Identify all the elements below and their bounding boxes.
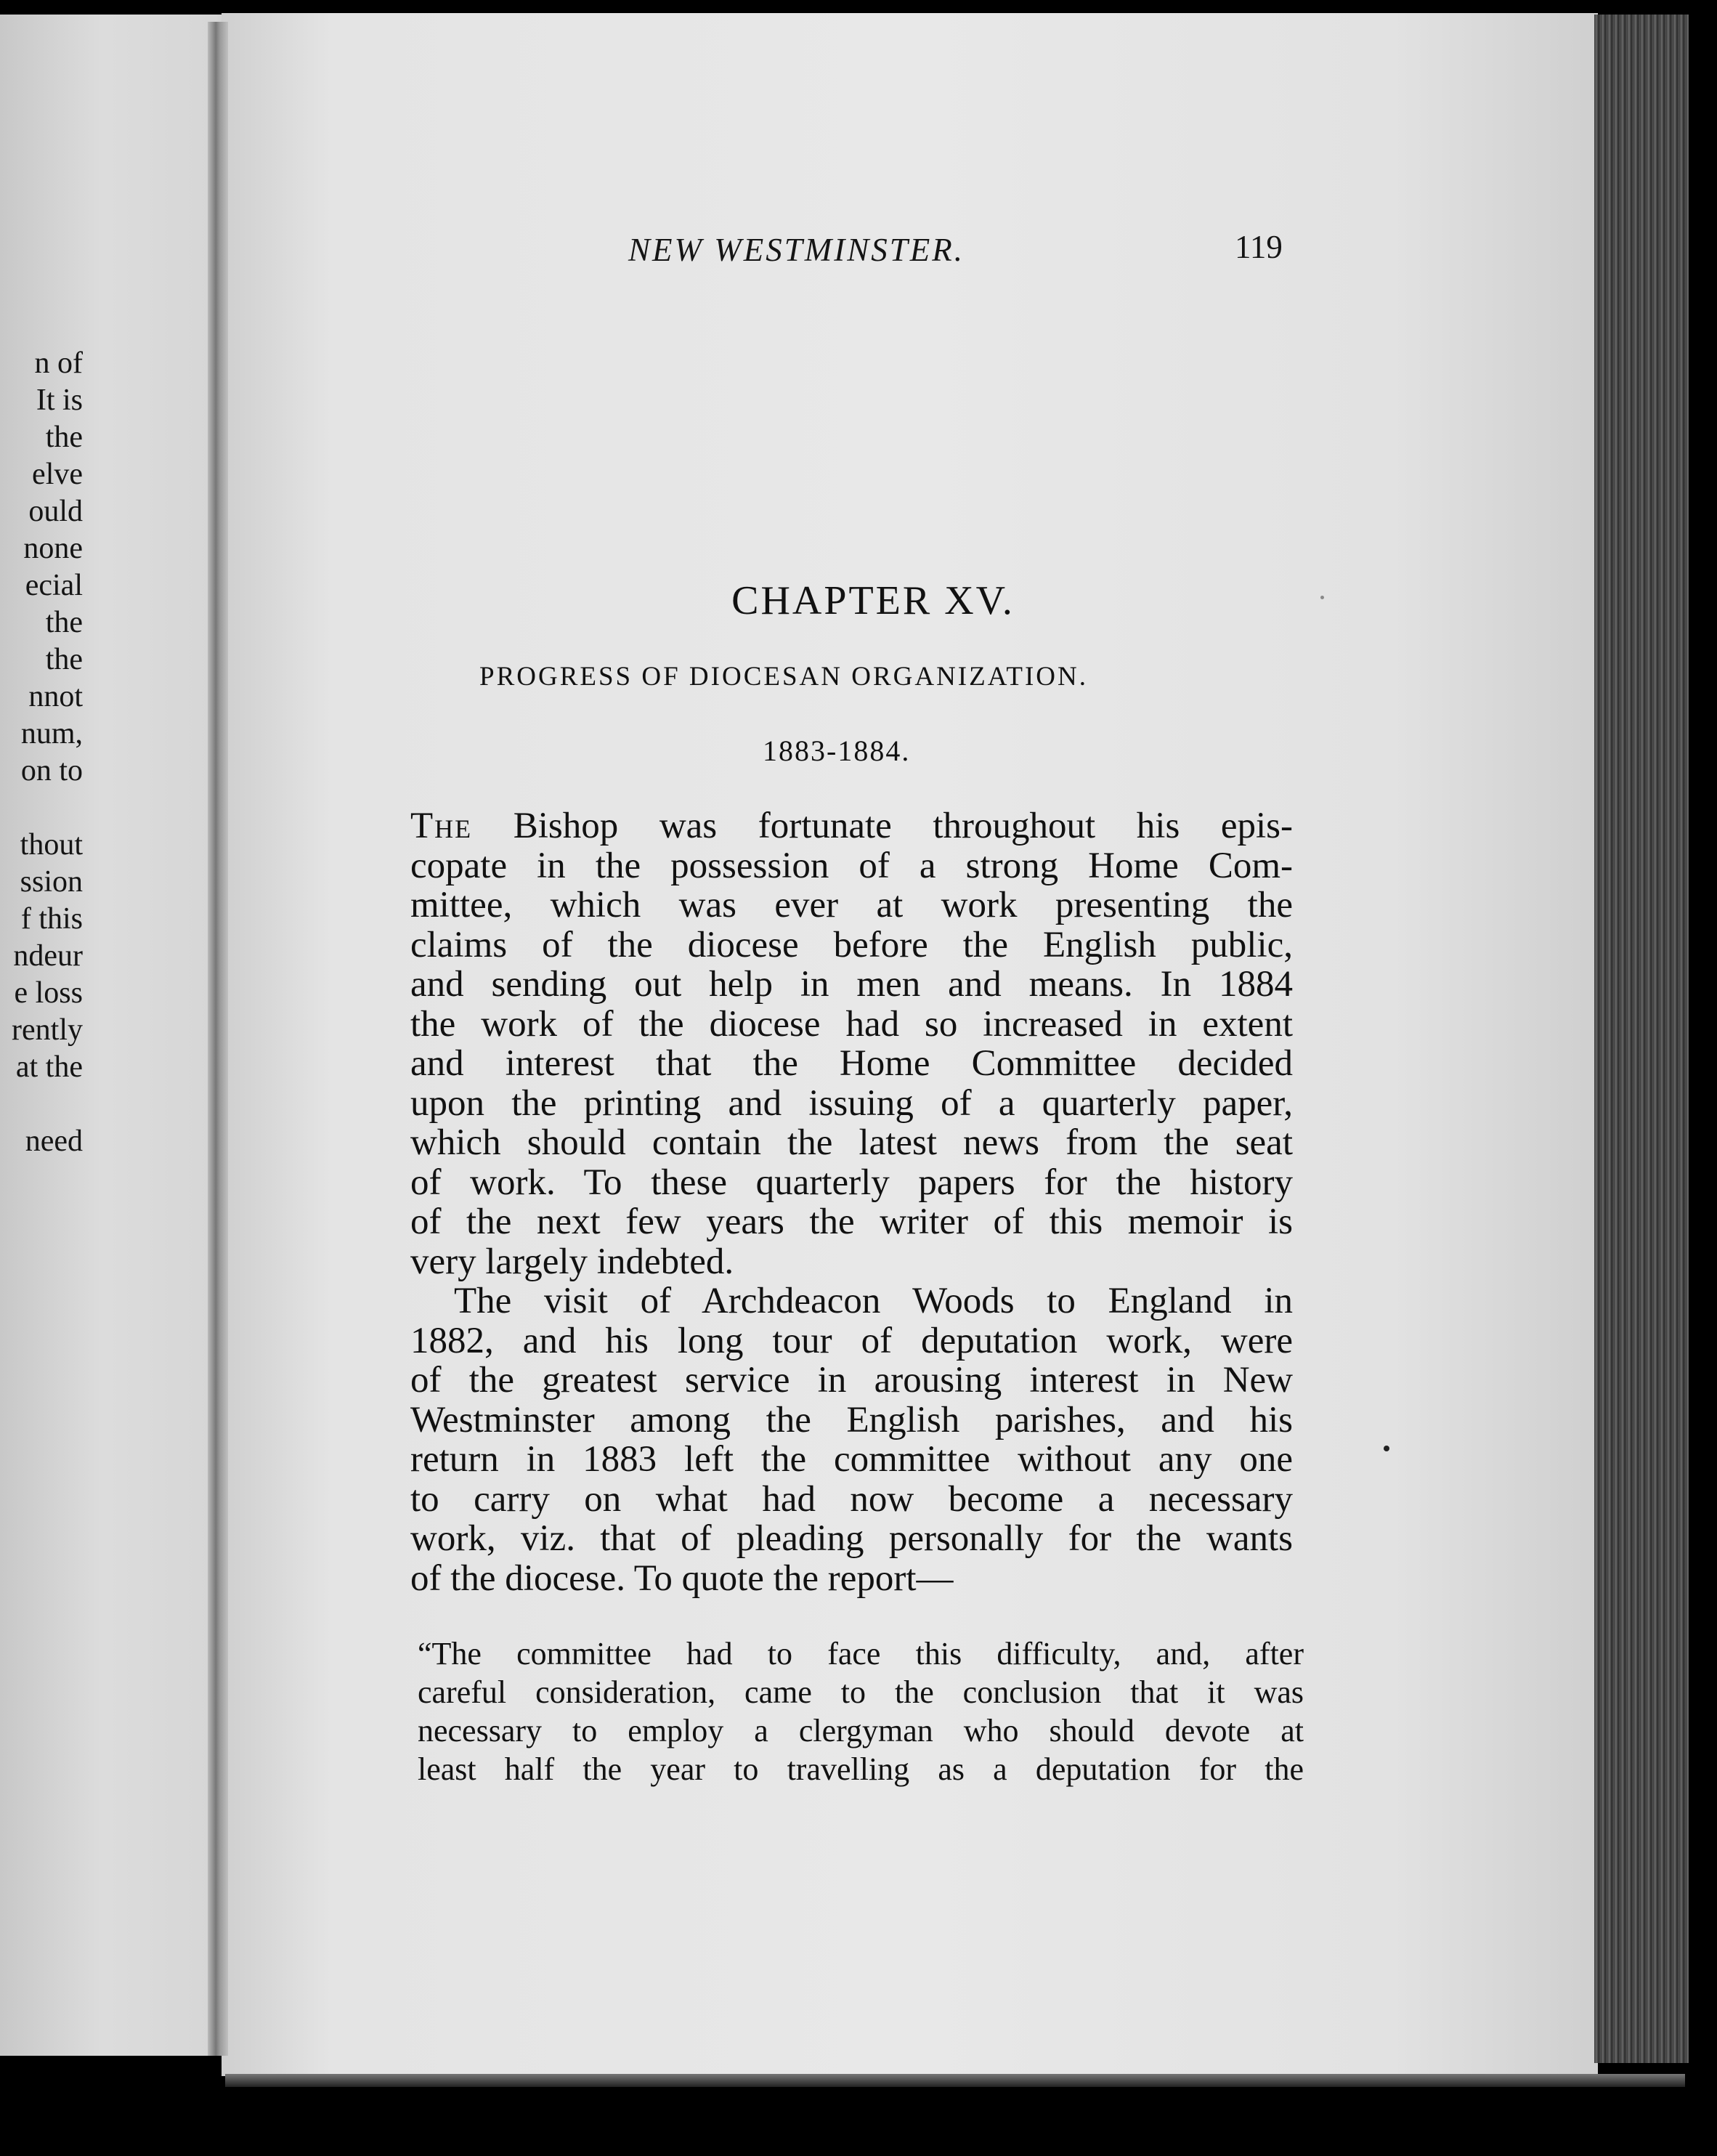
paragraph-line: the work of the diocese had so increased in extent — [410, 1003, 1293, 1045]
paragraph-line: The visit of Archdeacon Woods to England in — [454, 1281, 1293, 1321]
paragraph-line: copate in the possession of a strong Home Com- — [410, 845, 1293, 886]
left-line: the — [45, 606, 83, 639]
paragraph-line: and sending out help in men and means. In 1884 — [410, 964, 1293, 1005]
paragraph-line: return in 1883 left the committee without any one — [410, 1439, 1293, 1480]
left-line: none — [23, 532, 83, 565]
left-line: the — [45, 421, 83, 454]
page-number: 119 — [1235, 229, 1283, 265]
left-line: thout — [20, 828, 83, 862]
left-line: elve — [32, 458, 83, 491]
left-line: rently — [12, 1013, 83, 1047]
paragraph-line: to carry on what had now become a necessary — [410, 1478, 1293, 1520]
left-line: e loss — [14, 976, 83, 1010]
paragraph-line: mittee, which was ever at work presenting the — [410, 885, 1293, 925]
book-gutter — [208, 22, 228, 2056]
left-line: need — [25, 1124, 83, 1158]
drop-word: The — [410, 806, 473, 846]
paper-speck — [1320, 596, 1324, 599]
body-text — [410, 806, 1293, 1598]
previous-page-text — [0, 345, 83, 1160]
paragraph-line: of work. To these quarterly papers for the history — [410, 1162, 1293, 1203]
running-title: NEW WESTMINSTER. — [628, 232, 965, 268]
paper-speck — [1384, 1446, 1389, 1451]
left-line: the — [45, 643, 83, 676]
left-line: num, — [20, 717, 83, 750]
paragraph-line: 1882, and his long tour of deputation work, were — [410, 1320, 1293, 1361]
paragraph-line — [410, 806, 1293, 846]
left-line: ecial — [25, 569, 83, 602]
paragraph-line: of the diocese. To quote the report— — [410, 1557, 954, 1599]
left-line-gap — [0, 790, 83, 827]
chapter-dates: 1883-1884. — [763, 734, 911, 767]
left-line: nnot — [28, 680, 83, 713]
left-line: ndeur — [13, 939, 83, 973]
left-line: on to — [20, 754, 83, 787]
quote-line: necessary to employ a clergyman who should devote at — [418, 1713, 1304, 1748]
left-line-gap — [0, 1086, 83, 1123]
paragraph-line: which should contain the latest news from the seat — [410, 1122, 1293, 1163]
left-line: ould — [28, 495, 83, 528]
block-quote — [418, 1634, 1304, 1788]
first-line-rest: Bishop was fortunate throughout his epis- — [472, 806, 1293, 846]
paragraph-line: of the next few years the writer of this memoir is — [410, 1201, 1293, 1242]
paragraph-line: work, viz. that of pleading personally for the wants — [410, 1518, 1293, 1559]
paragraph-line: claims of the diocese before the English public, — [410, 924, 1293, 965]
left-line: at the — [15, 1050, 83, 1084]
paragraph-line: and interest that the Home Committee decided — [410, 1043, 1293, 1084]
left-line: ssion — [20, 865, 83, 899]
paragraph-line: upon the printing and issuing of a quarterly paper, — [410, 1082, 1293, 1124]
chapter-subtitle: PROGRESS OF DIOCESAN ORGANIZATION. — [479, 662, 1088, 692]
quote-line: least half the year to travelling as a deputation for the — [418, 1751, 1304, 1787]
paragraph-line: very largely indebted. — [410, 1241, 734, 1282]
chapter-title: CHAPTER XV. — [731, 578, 1015, 623]
left-line: n of — [34, 346, 83, 380]
left-line: It is — [36, 384, 83, 417]
page-edges — [1594, 15, 1689, 2063]
paragraph-line: Westminster among the English parishes, and his — [410, 1399, 1293, 1440]
page-bottom-edge — [225, 2074, 1685, 2087]
quote-line: careful consideration, came to the conclusion that it was — [418, 1674, 1304, 1710]
paragraph-line: of the greatest service in arousing interest in New — [410, 1360, 1293, 1401]
quote-line: “The committee had to face this difficulty, and, after — [418, 1636, 1304, 1671]
left-line: f this — [20, 902, 83, 936]
